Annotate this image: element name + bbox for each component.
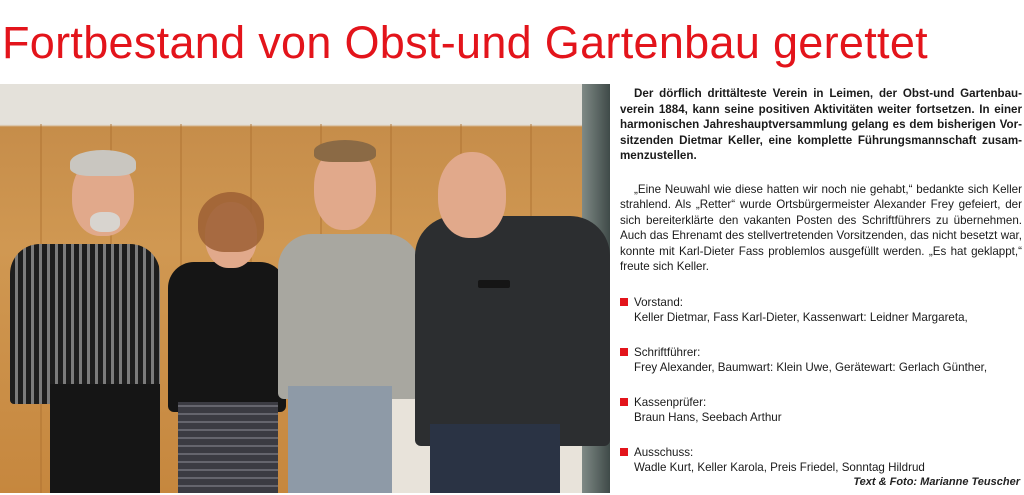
list-heading: Schriftführer:	[634, 345, 701, 359]
bullet-square-icon	[620, 298, 628, 306]
bullet-square-icon	[620, 348, 628, 356]
article-lead: Der dörflich drittälteste Verein in Leimen, der Obst-und Gartenbau-verein 1884, kann seine positiven Aktivitäten weiter fortsetzen. In einer harmonischen Jahreshauptversammlung gelang es dem bisherigen Vor-sitzenden Dietmar Keller, eine komplette Führungsmannschaft zusam-menzustellen.	[620, 87, 1022, 162]
article-body: „Eine Neuwahl wie diese hatten wir noch nie gehabt,“ bedankte sich Keller strahlend. Als „Retter“ wurde Ortsbürgermeister Alexander Frey gefeiert, der sich bereiterklärte den vakanten Posten des Schriftführers zu übernehmen. Auch das Ehrenamt des stellvertretenden Vorsitzenden, das nicht besetzt war, konnte mit Karl-Dieter Fass problemlos ausgefüllt werden. „Es hat geklappt,“ freute sich Keller.	[620, 182, 1022, 273]
photo-credit: Text & Foto: Marianne Teuscher	[853, 476, 1020, 488]
headline: Fortbestand von Obst-und Gartenbau gerettet	[2, 17, 928, 68]
list-content: Frey Alexander, Baumwart: Klein Uwe, Gerätewart: Gerlach Günther,	[634, 361, 988, 374]
board-list	[620, 295, 1022, 476]
list-heading: Kassenprüfer:	[634, 395, 707, 409]
list-content: Braun Hans, Seebach Arthur	[634, 411, 782, 424]
list-content: Keller Dietmar, Fass Karl-Dieter, Kassenwart: Leidner Margareta,	[634, 311, 968, 324]
list-item	[620, 345, 1022, 376]
list-heading: Vorstand:	[634, 295, 683, 309]
bullet-square-icon	[620, 448, 628, 456]
list-item	[620, 295, 1022, 326]
list-item	[620, 395, 1022, 426]
list-item	[620, 445, 1022, 476]
article	[620, 86, 1022, 495]
group-photo	[0, 84, 610, 493]
list-heading: Ausschuss:	[634, 445, 694, 459]
list-content: Wadle Kurt, Keller Karola, Preis Friedel, Sonntag Hildrud	[634, 461, 925, 474]
bullet-square-icon	[620, 398, 628, 406]
